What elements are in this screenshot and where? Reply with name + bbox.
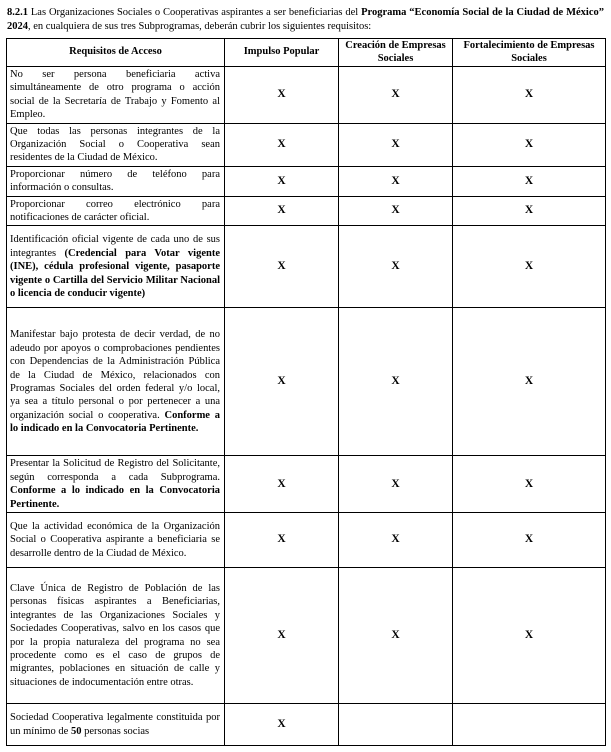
- table-row: [7, 67, 606, 124]
- impulso-mark: X: [225, 123, 339, 166]
- table-row: [7, 456, 606, 513]
- creacion-mark: X: [339, 308, 453, 456]
- requirement-cell: Proporcionar correo electrónico para notificaciones de carácter oficial.: [7, 196, 225, 226]
- fortalecimiento-mark: X: [453, 67, 606, 124]
- fortalecimiento-mark: X: [453, 568, 606, 704]
- program-name: Programa “Economía Social de la Ciudad de México” 2024: [7, 7, 604, 32]
- header-fortalecimiento-empresas: Fortalecimiento de Empresas Sociales: [453, 39, 606, 67]
- impulso-mark: X: [225, 226, 339, 308]
- creacion-mark: X: [339, 196, 453, 226]
- table-row: [7, 123, 606, 166]
- fortalecimiento-mark: X: [453, 308, 606, 456]
- requirement-cell: Que todas las personas integrantes de la Organización Social o Cooperativa sean residentes de la Ciudad de México.: [7, 123, 225, 166]
- table-row: [7, 308, 606, 456]
- requirement-cell: Sociedad Cooperativa legalmente constituida por un mínimo de 50 personas socias: [7, 704, 225, 746]
- requirements-table: [6, 38, 606, 746]
- requirement-cell: No ser persona beneficiaria activa simultáneamente de otro programa o acción social de la Secretaría de Trabajo y Fomento al Empleo.: [7, 67, 225, 124]
- table-row: [7, 704, 606, 746]
- intro-text-2: , en cualquiera de sus tres Subprogramas, deberán cubrir los siguientes requisitos:: [28, 21, 372, 32]
- intro-paragraph: [6, 6, 605, 34]
- impulso-mark: X: [225, 196, 339, 226]
- creacion-mark: X: [339, 513, 453, 568]
- requirement-cell: Identificación oficial vigente de cada uno de sus integrantes (Credencial para Votar vigente (INE), cédula profesional vigente, pasaporte vigente o Cartilla del Servicio Militar Nacional o licencia de conducir vigente): [7, 226, 225, 308]
- creacion-mark: X: [339, 166, 453, 196]
- impulso-mark: X: [225, 704, 339, 746]
- creacion-mark: [339, 704, 453, 746]
- table-row: [7, 513, 606, 568]
- impulso-mark: X: [225, 513, 339, 568]
- requirement-cell: Proporcionar número de teléfono para información o consultas.: [7, 166, 225, 196]
- fortalecimiento-mark: X: [453, 166, 606, 196]
- fortalecimiento-mark: X: [453, 226, 606, 308]
- fortalecimiento-mark: X: [453, 456, 606, 513]
- creacion-mark: X: [339, 456, 453, 513]
- fortalecimiento-mark: [453, 704, 606, 746]
- header-creacion-empresas: Creación de Empresas Sociales: [339, 39, 453, 67]
- impulso-mark: X: [225, 568, 339, 704]
- creacion-mark: X: [339, 67, 453, 124]
- intro-text-1: Las Organizaciones Sociales o Cooperativas aspirantes a ser beneficiarias del: [28, 7, 362, 18]
- impulso-mark: X: [225, 456, 339, 513]
- requirement-cell: Que la actividad económica de la Organización Social o Cooperativa aspirante a beneficiaria se desarrolle dentro de la Ciudad de México.: [7, 513, 225, 568]
- table-header-row: [7, 39, 606, 67]
- requirement-cell: Manifestar bajo protesta de decir verdad, de no adeudo por apoyos o comprobaciones pendientes con Dependencias de la Administración Pública de la Ciudad de México, relacionados con Programas Sociales del orden federal y/o local, ya sea a título personal o por pertenecer a una organización social o cooperativa. Conforme a lo indicado en la Convocatoria Pertinente.: [7, 308, 225, 456]
- fortalecimiento-mark: X: [453, 196, 606, 226]
- requirement-cell: Presentar la Solicitud de Registro del Solicitante, según corresponda a cada Subprograma. Conforme a lo indicado en la Convocatoria Pertinente.: [7, 456, 225, 513]
- impulso-mark: X: [225, 308, 339, 456]
- fortalecimiento-mark: X: [453, 513, 606, 568]
- table-row: [7, 166, 606, 196]
- impulso-mark: X: [225, 166, 339, 196]
- table-row: [7, 196, 606, 226]
- fortalecimiento-mark: X: [453, 123, 606, 166]
- creacion-mark: X: [339, 568, 453, 704]
- header-requisitos: Requisitos de Acceso: [7, 39, 225, 67]
- creacion-mark: X: [339, 226, 453, 308]
- header-impulso-popular: Impulso Popular: [225, 39, 339, 67]
- section-number: 8.2.1: [7, 7, 28, 18]
- table-row: [7, 226, 606, 308]
- table-row: [7, 568, 606, 704]
- impulso-mark: X: [225, 67, 339, 124]
- creacion-mark: X: [339, 123, 453, 166]
- requirement-cell: Clave Única de Registro de Población de las personas físicas aspirantes a Beneficiarias, integrantes de las Organizaciones Sociales y Sociedades Cooperativas, salvo en los casos que por la propia naturaleza del programa no sea procedente como es el caso de grupos de migrantes, poblaciones en situación de calle y situaciones de indocumentación entre otras.: [7, 568, 225, 704]
